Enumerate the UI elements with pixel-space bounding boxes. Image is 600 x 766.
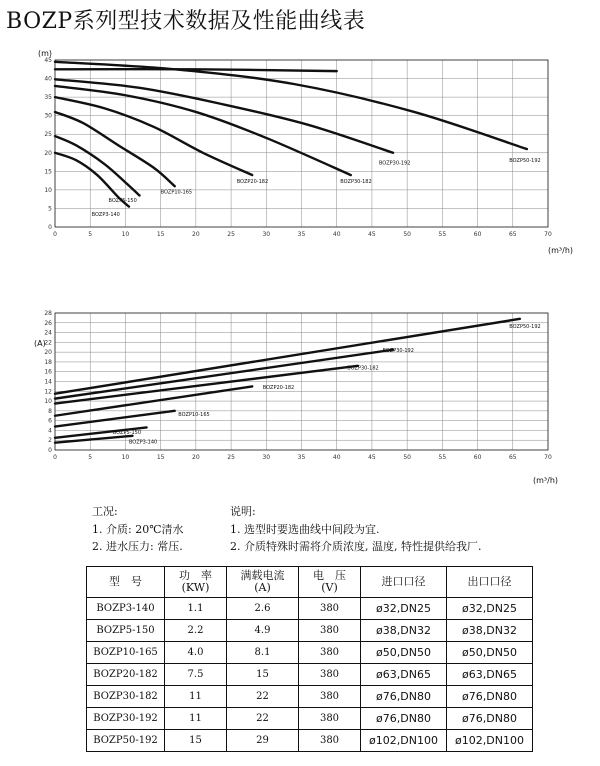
y-tick-label: 35 [44,94,52,102]
y-tick-label: 0 [48,224,52,231]
x-tick-label: 0 [53,454,57,461]
x-tick-label: 30 [262,454,271,461]
y-tick-label: 12 [44,388,52,396]
x-tick-label: 65 [508,454,517,461]
conditions-heading: 工况: [92,505,118,518]
series-label: BOZP30-192 [378,160,411,167]
series-label: BOZP10-165 [160,189,193,196]
cell-outlet: ø102,DN100 [447,730,533,752]
series-label: BOZP20-182 [236,179,269,186]
series-label: BOZP50-192 [509,324,541,331]
table-row [87,620,533,642]
table-row [87,664,533,686]
cell-inlet: ø102,DN100 [361,730,447,752]
instruction-line-1: 1. 选型时要选曲线中间段为宜. [230,523,380,536]
cell-outlet: ø76,DN80 [447,708,533,730]
cell-model: BOZP50-192 [87,730,165,752]
x-tick-label: 55 [438,231,447,238]
x-tick-label: 50 [403,231,411,238]
x-tick-label: 45 [368,231,376,238]
condition-line-2: 2. 进水压力: 常压. [92,540,183,553]
instructions [230,503,481,555]
y-tick-label: 20 [44,349,52,357]
y-tick-label: 2 [48,437,52,445]
y-tick-label: 15 [44,168,52,176]
series-label: BOZP30-192 [382,348,414,355]
x-tick-label: 30 [262,231,271,238]
header-voltage [299,567,361,598]
x-axis-label: (m³/h) [533,476,559,485]
cell-voltage: 380 [299,730,361,752]
working-conditions [92,503,184,555]
cell-outlet: ø50,DN50 [447,642,533,664]
header-model: 型 号 [87,567,165,598]
x-tick-label: 10 [121,231,130,238]
header-voltage-text: 电 压 (V) [313,569,346,594]
cell-current: 4.9 [227,620,299,642]
header-outlet: 出口口径 [447,567,533,598]
y-tick-label: 10 [44,398,52,406]
table-row [87,708,533,730]
cell-model: BOZP30-182 [87,686,165,708]
y-tick-label: 4 [48,427,52,435]
spec-table [86,566,533,752]
x-tick-label: 25 [227,454,235,461]
header-inlet: 进口口径 [361,567,447,598]
cell-voltage: 380 [299,664,361,686]
y-tick-label: 26 [44,319,52,327]
cell-model: BOZP30-192 [87,708,165,730]
x-tick-label: 70 [544,231,552,238]
series-label: BOZP30-182 [347,365,379,372]
series-label: BOZP5-150 [108,197,137,204]
head-flow-chart [0,40,600,260]
x-axis-label: (m³/h) [548,246,574,255]
y-tick-label: 40 [44,75,52,83]
series-label: BOZP3-140 [128,439,158,446]
cell-power: 1.1 [165,598,227,620]
series-line-bozp20-182 [55,97,252,175]
cell-voltage: 380 [299,620,361,642]
y-tick-label: 18 [44,358,52,366]
x-tick-label: 15 [156,454,165,461]
y-tick-label: 20 [44,149,52,157]
x-tick-label: 40 [332,454,341,461]
series-label: BOZP3-140 [91,211,120,218]
cell-outlet: ø32,DN25 [447,598,533,620]
cell-model: BOZP10-165 [87,642,165,664]
y-tick-label: 25 [44,131,52,139]
x-tick-label: 40 [332,231,341,238]
condition-line-1: 1. 介质: 20℃清水 [92,523,184,536]
table-row [87,730,533,752]
cell-model: BOZP20-182 [87,664,165,686]
cell-inlet: ø38,DN32 [361,620,447,642]
cell-voltage: 380 [299,642,361,664]
x-tick-label: 20 [192,454,200,461]
x-tick-label: 70 [544,454,552,461]
y-tick-label: 30 [44,112,52,120]
cell-model: BOZP5-150 [87,620,165,642]
series-line-bozp10-165 [55,112,175,186]
y-tick-label: 45 [44,57,52,64]
series-label: BOZP5-150 [112,429,142,436]
cell-current: 2.6 [227,598,299,620]
cell-current: 29 [227,730,299,752]
cell-inlet: ø76,DN80 [361,708,447,730]
header-current [227,567,299,598]
cell-voltage: 380 [299,598,361,620]
instructions-heading: 说明: [230,505,256,518]
cell-inlet: ø76,DN80 [361,686,447,708]
cell-current: 8.1 [227,642,299,664]
y-tick-label: 6 [48,417,52,425]
x-tick-label: 25 [227,231,235,238]
x-tick-label: 5 [88,231,93,238]
header-power-text: 功 率 (KW) [179,569,212,594]
series-label: BOZP10-165 [178,411,210,418]
y-axis-label: (A) [34,339,46,348]
cell-power: 11 [165,708,227,730]
cell-current: 22 [227,708,299,730]
y-tick-label: 5 [48,205,52,213]
series-line-bozp50-192 [55,319,520,394]
x-tick-label: 50 [403,454,411,461]
cell-outlet: ø76,DN80 [447,686,533,708]
header-current-text: 满载电流 (A) [240,569,285,594]
cell-voltage: 380 [299,708,361,730]
x-tick-label: 45 [368,454,376,461]
cell-outlet: ø63,DN65 [447,664,533,686]
x-tick-label: 0 [53,231,57,238]
cell-inlet: ø63,DN65 [361,664,447,686]
x-tick-label: 60 [473,454,482,461]
cell-power: 15 [165,730,227,752]
cell-inlet: ø50,DN50 [361,642,447,664]
y-tick-label: 24 [44,329,52,337]
y-tick-label: 16 [44,368,52,376]
x-tick-label: 55 [438,454,447,461]
cell-voltage: 380 [299,686,361,708]
cell-current: 22 [227,686,299,708]
x-tick-label: 65 [508,231,517,238]
instruction-line-2: 2. 介质特殊时需将介质浓度, 温度, 特性提供给我厂. [230,540,482,553]
series-line-bozp30-192 [55,79,393,152]
series-label: BOZP50-192 [509,158,541,165]
series-line-bozp50-192 [55,62,527,149]
x-tick-label: 60 [473,231,482,238]
current-flow-chart [0,298,600,498]
table-row [87,686,533,708]
y-tick-label: 22 [44,339,52,347]
x-tick-label: 35 [297,231,306,238]
y-tick-label: 8 [48,407,52,415]
cell-power: 11 [165,686,227,708]
series-label: BOZP30-182 [340,179,372,186]
table-header-row [87,567,533,598]
series-label: BOZP20-182 [262,384,295,391]
y-tick-label: 14 [44,378,52,386]
series-line-bozp5-150 [55,136,140,195]
cell-power: 4.0 [165,642,227,664]
table-row [87,642,533,664]
cell-inlet: ø32,DN25 [361,598,447,620]
x-tick-label: 35 [297,454,306,461]
x-tick-label: 5 [88,454,93,461]
table-body [87,598,533,752]
y-tick-label: 10 [44,186,52,194]
cell-power: 7.5 [165,664,227,686]
cell-outlet: ø38,DN32 [447,620,533,642]
y-axis-label: (m) [38,49,53,58]
y-tick-label: 28 [44,310,52,317]
page-title: BOZP系列型技术数据及性能曲线表 [6,9,366,34]
cell-power: 2.2 [165,620,227,642]
x-tick-label: 10 [121,454,130,461]
cell-current: 15 [227,664,299,686]
table-row [87,598,533,620]
x-tick-label: 20 [192,231,200,238]
y-tick-label: 0 [48,447,52,454]
x-tick-label: 15 [156,231,165,238]
header-power [165,567,227,598]
cell-model: BOZP3-140 [87,598,165,620]
